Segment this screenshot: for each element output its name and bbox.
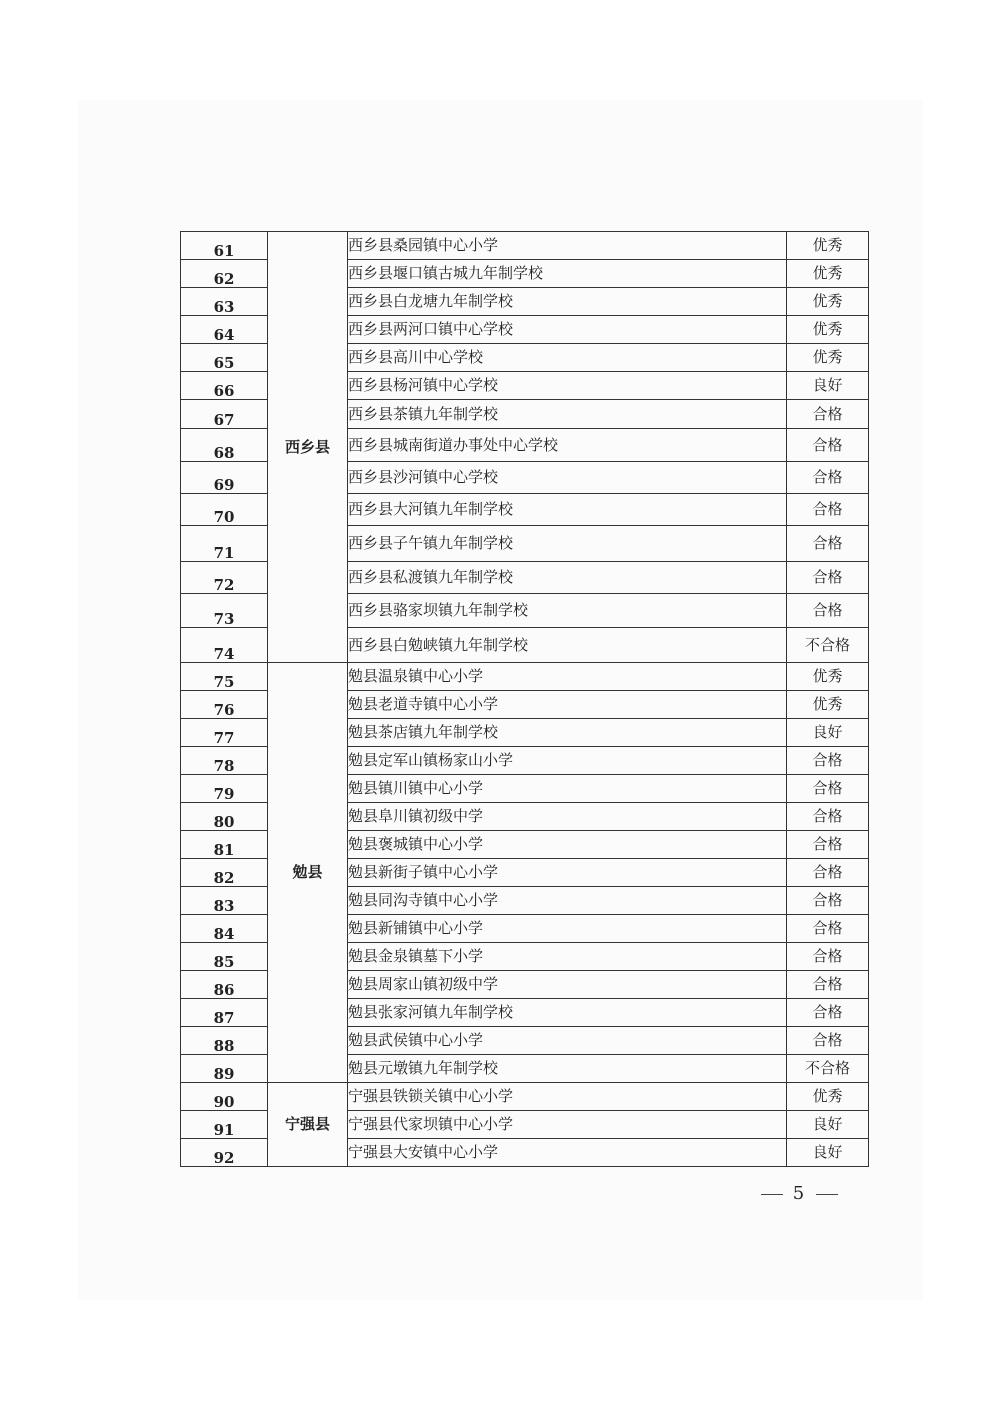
evaluation-grade: 合格 <box>787 859 869 887</box>
row-number: 63 <box>181 288 268 316</box>
row-number: 86 <box>181 971 268 999</box>
county-cell: 勉县 <box>268 663 348 1083</box>
evaluation-grade: 优秀 <box>787 316 869 344</box>
page-number-wrap <box>751 1183 848 1204</box>
school-name: 西乡县白勉峡镇九年制学校 <box>348 628 787 663</box>
row-number: 71 <box>181 526 268 562</box>
row-number: 75 <box>181 663 268 691</box>
row-number: 91 <box>181 1111 268 1139</box>
row-number: 74 <box>181 628 268 663</box>
row-number: 77 <box>181 719 268 747</box>
school-name: 勉县周家山镇初级中学 <box>348 971 787 999</box>
school-name: 勉县茶店镇九年制学校 <box>348 719 787 747</box>
row-number: 79 <box>181 775 268 803</box>
school-name: 西乡县桑园镇中心小学 <box>348 232 787 260</box>
row-number: 83 <box>181 887 268 915</box>
school-name: 西乡县白龙塘九年制学校 <box>348 288 787 316</box>
evaluation-grade: 合格 <box>787 971 869 999</box>
evaluation-grade: 合格 <box>787 747 869 775</box>
school-name: 西乡县骆家坝镇九年制学校 <box>348 594 787 628</box>
row-number: 65 <box>181 344 268 372</box>
evaluation-grade: 合格 <box>787 494 869 526</box>
page-footer <box>0 1183 999 1204</box>
school-name: 勉县新铺镇中心小学 <box>348 915 787 943</box>
evaluation-grade: 合格 <box>787 562 869 594</box>
school-name: 宁强县大安镇中心小学 <box>348 1139 787 1167</box>
school-name: 勉县张家河镇九年制学校 <box>348 999 787 1027</box>
school-name: 勉县同沟寺镇中心小学 <box>348 887 787 915</box>
school-name: 勉县元墩镇九年制学校 <box>348 1055 787 1083</box>
school-name: 勉县定军山镇杨家山小学 <box>348 747 787 775</box>
school-name: 勉县老道寺镇中心小学 <box>348 691 787 719</box>
evaluation-grade: 优秀 <box>787 260 869 288</box>
county-cell: 宁强县 <box>268 1083 348 1167</box>
page-number: 5 <box>792 1183 807 1204</box>
evaluation-grade: 合格 <box>787 400 869 429</box>
school-name: 勉县新街子镇中心小学 <box>348 859 787 887</box>
row-number: 76 <box>181 691 268 719</box>
school-evaluation-table <box>180 231 869 1167</box>
row-number: 67 <box>181 400 268 429</box>
evaluation-grade: 合格 <box>787 462 869 494</box>
row-number: 78 <box>181 747 268 775</box>
evaluation-grade: 优秀 <box>787 232 869 260</box>
evaluation-grade: 合格 <box>787 1027 869 1055</box>
row-number: 84 <box>181 915 268 943</box>
school-name: 西乡县大河镇九年制学校 <box>348 494 787 526</box>
left-dash <box>761 1194 783 1195</box>
evaluation-grade: 不合格 <box>787 628 869 663</box>
row-number: 70 <box>181 494 268 526</box>
school-name: 勉县金泉镇墓下小学 <box>348 943 787 971</box>
row-number: 72 <box>181 562 268 594</box>
school-name: 西乡县沙河镇中心学校 <box>348 462 787 494</box>
school-name: 西乡县私渡镇九年制学校 <box>348 562 787 594</box>
table-row <box>181 1083 869 1111</box>
evaluation-grade: 优秀 <box>787 288 869 316</box>
county-cell: 西乡县 <box>268 232 348 663</box>
row-number: 92 <box>181 1139 268 1167</box>
evaluation-grade: 合格 <box>787 526 869 562</box>
row-number: 85 <box>181 943 268 971</box>
right-dash <box>816 1194 838 1195</box>
row-number: 68 <box>181 429 268 462</box>
row-number: 89 <box>181 1055 268 1083</box>
evaluation-grade: 合格 <box>787 887 869 915</box>
row-number: 82 <box>181 859 268 887</box>
row-number: 64 <box>181 316 268 344</box>
school-name: 宁强县代家坝镇中心小学 <box>348 1111 787 1139</box>
school-name: 西乡县杨河镇中心学校 <box>348 372 787 400</box>
evaluation-grade: 合格 <box>787 803 869 831</box>
evaluation-grade: 优秀 <box>787 691 869 719</box>
school-name: 西乡县城南街道办事处中心学校 <box>348 429 787 462</box>
row-number: 80 <box>181 803 268 831</box>
row-number: 66 <box>181 372 268 400</box>
evaluation-grade: 优秀 <box>787 344 869 372</box>
evaluation-grade: 不合格 <box>787 1055 869 1083</box>
school-name: 西乡县茶镇九年制学校 <box>348 400 787 429</box>
school-name: 西乡县两河口镇中心学校 <box>348 316 787 344</box>
evaluation-grade: 优秀 <box>787 1083 869 1111</box>
evaluation-grade: 合格 <box>787 943 869 971</box>
table-body <box>181 232 869 1167</box>
table-row <box>181 232 869 260</box>
evaluation-grade: 合格 <box>787 429 869 462</box>
evaluation-grade: 良好 <box>787 1111 869 1139</box>
evaluation-grade: 合格 <box>787 999 869 1027</box>
evaluation-grade: 优秀 <box>787 663 869 691</box>
school-name: 勉县镇川镇中心小学 <box>348 775 787 803</box>
school-name: 勉县温泉镇中心小学 <box>348 663 787 691</box>
evaluation-grade: 合格 <box>787 775 869 803</box>
school-name: 勉县武侯镇中心小学 <box>348 1027 787 1055</box>
school-name: 西乡县子午镇九年制学校 <box>348 526 787 562</box>
evaluation-grade: 良好 <box>787 719 869 747</box>
school-name: 宁强县铁锁关镇中心小学 <box>348 1083 787 1111</box>
row-number: 90 <box>181 1083 268 1111</box>
row-number: 73 <box>181 594 268 628</box>
evaluation-grade: 良好 <box>787 1139 869 1167</box>
row-number: 62 <box>181 260 268 288</box>
school-name: 勉县褒城镇中心小学 <box>348 831 787 859</box>
evaluation-grade: 合格 <box>787 915 869 943</box>
school-name: 西乡县堰口镇古城九年制学校 <box>348 260 787 288</box>
evaluation-grade: 合格 <box>787 594 869 628</box>
school-name: 西乡县高川中心学校 <box>348 344 787 372</box>
table-row <box>181 663 869 691</box>
row-number: 61 <box>181 232 268 260</box>
row-number: 81 <box>181 831 268 859</box>
evaluation-grade: 良好 <box>787 372 869 400</box>
row-number: 69 <box>181 462 268 494</box>
row-number: 88 <box>181 1027 268 1055</box>
evaluation-grade: 合格 <box>787 831 869 859</box>
row-number: 87 <box>181 999 268 1027</box>
school-name: 勉县阜川镇初级中学 <box>348 803 787 831</box>
